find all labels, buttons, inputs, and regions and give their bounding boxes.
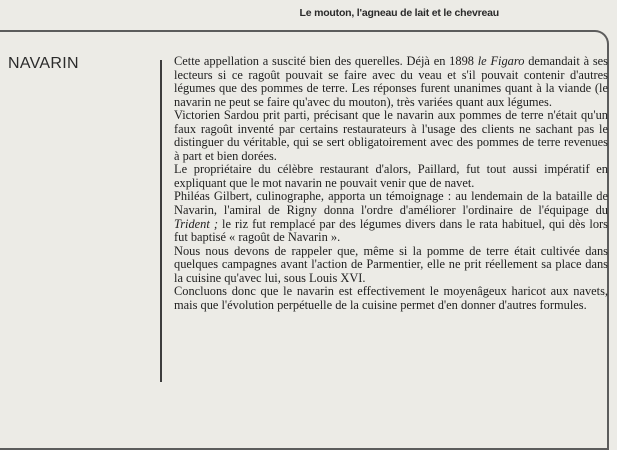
article-paragraph (174, 163, 608, 190)
text-run: demandait à ses lecteurs si ce ragoût pouvait se faire avec du veau et s'il pouvait contenir d'autres légumes que des pommes de terre. Les réponses furent unanimes quant à la viande (le navarin ne peut se faire qu'avec du mouton), très variées quant aux légumes. (174, 54, 609, 109)
text-run: Nous nous devons de rappeler que, même si la pomme de terre était cultivée dans quelques campagnes avant l'action de Parmentier, elle ne prit réellement sa place dans la cuisine qu'avec lui, sous Louis XVI. (174, 243, 608, 285)
article-paragraph (174, 109, 608, 163)
page-header: Le mouton, l'agneau de lait et le chevreau (299, 7, 499, 19)
article-paragraph (174, 190, 608, 244)
article-paragraph (174, 55, 608, 109)
italic-run: Trident ; (174, 216, 218, 231)
show-through-text-left (150, 6, 178, 17)
text-run: le riz fut remplacé par des légumes divers dans le rata habituel, qui dès lors fut baptisé « ragoût de Navarin ». (174, 216, 608, 245)
text-run: Cette appellation a suscité bien des querelles. Déjà en 1898 (174, 54, 478, 68)
article-body (174, 55, 608, 312)
text-run: Concluons donc que le navarin est effectivement le moyenâgeux haricot aux navets, mais que l'évolution perpétuelle de la cuisine permet d'en donner d'autres formules. (174, 284, 608, 312)
italic-run: le Figaro (477, 54, 525, 68)
article-paragraph (174, 245, 608, 286)
text-run: Philéas Gilbert, culinographe, apporta un témoignage : au lendemain de la bataille de Navarin, l'amiral de Rigny donna l'ordre d'améliorer l'ordinaire de l'équipage du (174, 189, 608, 218)
article-paragraph (174, 285, 608, 312)
text-run: Le propriétaire du célèbre restaurant d'alors, Paillard, fut tout aussi impératif en expliquant que le mot navarin ne pouvait venir que de navet. (174, 162, 608, 190)
text-run: Victorien Sardou prit parti, précisant que le navarin aux pommes de terre n'était qu'un faux ragoût inventé par certains restaurateurs à l'usage des clients ne sachant pas le distinguer du véritable, qui se sert obligatoirement avec des pommes de terre revenues à part et bien dorées. (174, 108, 608, 163)
vertical-divider (160, 60, 162, 382)
article-heading: NAVARIN (8, 55, 79, 72)
